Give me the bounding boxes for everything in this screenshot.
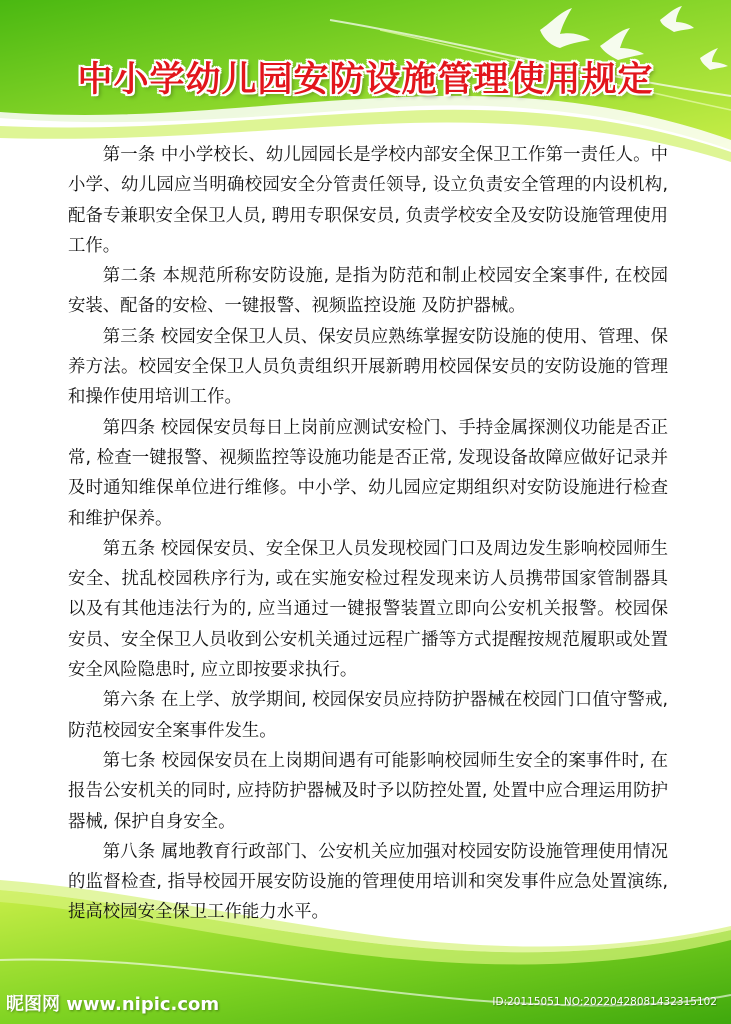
nipic-watermark-logo: 昵图网 www.nipic.com	[6, 994, 220, 1015]
article-5: 第五条 校园保安员、安全保卫人员发现校园门口及周边发生影响校园师生安全、扰乱校园秩序行为, 或在实施安检过程发现来访人员携带国家管制器具以及有其他违法行为的, 应当通过一键报警装置立即向公安机关报警。校园保安员、安全保卫人员收到公安机关通过远程广播等方式提醒按规范履职或处置安全风险隐患时, 应立即按要求执行。	[68, 538, 668, 681]
regulation-body	[68, 140, 668, 928]
article-8: 第八条 属地教育行政部门、公安机关应加强对校园安防设施管理使用情况的监督检查, 指导校园开展安防设施的管理使用培训和突发事件应急处置演练, 提高校园安全保卫工作能力水平。	[68, 841, 668, 923]
nipic-watermark-id: ID:20115051 NO:20220428081432315102	[492, 996, 717, 1008]
article-1: 第一条 中小学校长、幼儿园园长是学校内部安全保卫工作第一责任人。中小学、幼儿园应当明确校园安全分管责任领导, 设立负责安全管理的内设机构, 配备专兼职安全保卫人员, 聘用专职保安员, 负责学校安全及安防设施管理使用工作。	[68, 145, 668, 256]
article-6: 第六条 在上学、放学期间, 校园保安员应持防护器械在校园门口值守警戒, 防范校园安全案事件发生。	[68, 690, 668, 741]
article-4: 第四条 校园保安员每日上岗前应测试安检门、手持金属探测仪功能是否正常, 检查一键报警、视频监控等设施功能是否正常, 发现设备故障应做好记录并及时通知维保单位进行维修。中小学、幼儿园应定期组织对安防设施进行检查和维护保养。	[68, 417, 668, 529]
article-3: 第三条 校园安全保卫人员、保安员应熟练掌握安防设施的使用、管理、保养方法。校园安全保卫人员负责组织开展新聘用校园保安员的安防设施的管理和操作使用培训工作。	[68, 326, 668, 408]
article-2: 第二条 本规范所称安防设施, 是指为防范和制止校园安全案事件, 在校园安装、配备的安检、一键报警、视频监控设施 及防护器械。	[68, 266, 668, 317]
page-title: 中小学幼儿园安防设施管理使用规定	[77, 60, 654, 100]
article-7: 第七条 校园保安员在上岗期间遇有可能影响校园师生安全的案事件时, 在报告公安机关的同时, 应持防护器械及时予以防控处置, 处置中应合理运用防护器械, 保护自身安全。	[68, 750, 668, 832]
